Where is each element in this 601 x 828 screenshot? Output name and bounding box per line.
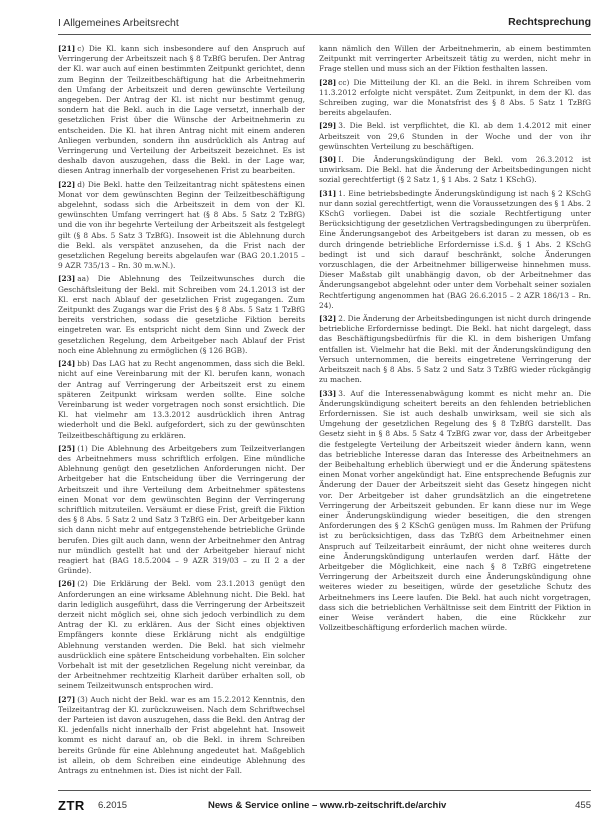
paragraph <box>58 359 305 441</box>
page-number: 455 <box>575 800 591 811</box>
footer-divider <box>58 790 591 791</box>
header-divider <box>58 34 591 35</box>
paragraph <box>58 274 305 356</box>
paragraph-marker: [27] <box>58 694 76 704</box>
paragraph-text: (1) Die Ablehnung des Arbeitgebers zum Teilzeitverlangen des Arbeitnehmers muss schriftlich erfolgen. Eine mündliche Ablehnung genügt den gesetzlichen Anforderungen nicht. Der Arbeitgeber hat die Entscheidung über die Verringerung der Arbeitszeit und ihre Verteilung dem Arbeitnehmer spätestens einen Monat vor dem gewünschten Beginn der Verringerung schriftlich mitzuteilen. Versäumt er diese Frist, greift die Fiktion des § 8 Abs. 5 Satz 2 und Satz 3 TzBfG ein. Der Arbeitgeber kann sich dann nicht mehr auf entgegenstehende betriebliche Gründe berufen. Dies gilt auch dann, wenn der Arbeitnehmer den Antrag nur mündlich gestellt hat und der Arbeitgeber hierauf nicht reagiert hat (BAG 18.5.2004 – 9 AZR 319/03 – zu II 2 a der Gründe). <box>58 443 305 576</box>
paragraph-text: c) Die Kl. kann sich insbesondere auf den Anspruch auf Verringerung der Arbeitszeit nach § 8 TzBfG berufen. Der Antrag der Kl. war auch auf einen bestimmten Zeitpunkt gerichtet, denn zum Beginn der Teilzeitbeschäftigung hat die Arbeitnehmerin den Umfang der Arbeitszeit und deren gewünschte Verteilung angegeben. Der Antrag der Kl. ist nicht nur bestimmt genug, sondern hat die Bekl. auch in die Lage versetzt, innerhalb der gesetzlichen Frist über die Wünsche der Arbeitnehmerin zu entscheiden. Die Kl. hat ihren Antrag nicht mit einem anderen Anliegen verbunden, sondern ihn ausdrücklich als Antrag auf Verringerung und Verteilung der Arbeitszeit bezeichnet. Es ist deshalb davon auszugehen, dass die Bekl. in der Lage war, diesen Antrag innerhalb der vorgesehenen Frist zu bearbeiten. <box>58 44 305 176</box>
paragraph-text: 3. Auf die Interessenabwägung kommt es nicht mehr an. Die Änderungskündigung scheitert bereits an den fehlenden betrieblichen Erfordernissen. Sie ist auch deshalb unwirksam, weil sie sich als Umgehung der gesetzlichen Regelung des § 8 TzBfG darstellt. Das Gesetz sieht in § 8 Abs. 5 Satz 4 TzBfG zwar vor, dass der Arbeitgeber die festgelegte Verteilung der Arbeitszeit wieder ändern kann, wenn das betriebliche Interesse daran das Interesse des Arbeitnehmers an der Beibehaltung erheblich überwiegt und er die Änderung spätestens einen Monat vorher angekündigt hat. Eine entsprechende Befugnis zur Änderung der Dauer der Arbeitszeit sieht das Gesetz hingegen nicht vor. Der Arbeitgeber ist daher grundsätzlich an die eingetretene Verringerung der Arbeitszeit gebunden. Er kann diese nur im Wege einer Änderungskündigung wieder beseitigen, die den strengen Anforderungen des § 2 KSchG genügen muss. Im Rahmen der Prüfung ist zu berücksichtigen, dass das TzBfG dem Arbeitnehmer einen Anspruch auf Teilzeitarbeit einräumt, der nicht ohne weiteres durch eine Änderungskündigung unterlaufen werden darf. Hätte der Arbeitgeber die Möglichkeit, eine nach § 8 TzBfG eingetretene Verringerung der Arbeitszeit durch eine Änderungskündigung ohne weiteres wieder zu beseitigen, würde der gesetzliche Schutz des Arbeitnehmers ins Leere laufen. Die Bekl. hat auch nicht vorgetragen, dass sich die betrieblichen Verhältnisse seit dem Eintritt der Fiktion in einer Weise verändert haben, die eine Rückkehr zur Vollzeitbeschäftigung erforderlich machen würde. <box>319 388 591 633</box>
paragraph <box>319 189 591 311</box>
paragraph-text: 1. Eine betriebsbedingte Änderungskündigung ist nach § 2 KSchG nur dann sozial gerechtfertigt, wenn die Voraussetzungen des § 1 Abs. 2 KSchG vorliegen. Dabei ist die soziale Rechtfertigung unter Berücksichtigung der gesetzlichen Vertragsbedingungen zu überprüfen. Eine Änderungsangebot des Arbeitgebers ist daran zu messen, ob es durch dringende betriebliche Erfordernisse i.S.d. § 1 Abs. 2 KSchG bedingt ist und sich darauf beschränkt, solche Änderungen vorzuschlagen, die der Arbeitnehmer billigerweise hinnehmen muss. Dieser Maßstab gilt unabhängig davon, ob der Arbeitnehmer das Änderungsangebot abgelehnt oder unter dem Vorbehalt seiner sozialen Rechtfertigung angenommen hat (BAG 26.6.2015 – 2 AZR 186/13 – Rn. 24). <box>319 188 591 310</box>
paragraph <box>319 155 591 186</box>
right-text-column <box>319 44 591 780</box>
paragraph-marker: [25] <box>58 443 76 453</box>
paragraph <box>58 695 305 777</box>
paragraph-marker: [30] <box>319 155 337 165</box>
paragraph <box>58 579 305 691</box>
paragraph-marker: [21] <box>58 44 76 53</box>
paragraph-marker: [24] <box>58 359 76 369</box>
paragraph-marker: [22] <box>58 179 76 189</box>
paragraph-text: cc) Die Mitteilung der Kl. an die Bekl. in ihrem Schreiben vom 11.3.2012 erfolgte nicht verspätet. Zum Zeitpunkt, in dem der Kl. das Schreiben zuging, war die Monatsfrist des § 8 Abs. 5 Satz 1 TzBfG bereits abgelaufen. <box>319 77 591 118</box>
paragraph <box>319 78 591 119</box>
left-text-column <box>58 44 305 780</box>
issue-number: 6.2015 <box>98 800 128 811</box>
paragraph <box>58 444 305 577</box>
paragraph-text: 2. Die Änderung der Arbeitsbedingungen ist nicht durch dringende betriebliche Erfordernisse bedingt. Die Bekl. hat nicht dargelegt, dass das Beschäftigungsbedürfnis für die Kl. in dem bisherigen Umfang entfallen ist. Vielmehr hat die Bekl. mit der Änderungskündigung den Versuch unternommen, die bereits eingetretene Verringerung der Arbeitszeit nach § 8 Abs. 5 Satz 2 und Satz 3 TzBfG wieder rückgängig zu machen. <box>319 314 591 385</box>
paragraph-text: (2) Die Erklärung der Bekl. vom 23.1.2013 genügt den Anforderungen an eine wirksame Ablehnung nicht. Die Bekl. hat darin lediglich ausgeführt, dass die Verringerung der Arbeitszeit derzeit nicht möglich sei, ohne sich jedoch verbindlich zu dem Antrag der Kl. zu erklären. Aus der Sicht eines objektiven Empfängers konnte diese Erklärung nicht als endgültige Ablehnung verstanden werden. Die Bekl. hat sich vielmehr ausdrücklich eine spätere Entscheidung vorbehalten. Ein solcher Vorbehalt ist mit der gesetzlichen Regelung nicht vereinbar, da der Arbeitnehmer rechtzeitig Klarheit darüber erhalten soll, ob seinem Teilzeitwunsch entsprochen wird. <box>58 579 305 691</box>
paragraph <box>58 180 305 272</box>
section-title: I Allgemeines Arbeitsrecht <box>58 17 179 29</box>
paragraph-text: kann nämlich den Willen der Arbeitnehmerin, ab einem bestimmten Zeitpunkt mit verringerter Arbeitszeit tätig zu werden, nicht mehr in Frage stellen und muss sich an der Fiktion festhalten lassen. <box>319 44 591 74</box>
paragraph-text: 3. Die Bekl. ist verpflichtet, die Kl. ab dem 1.4.2012 mit einer Arbeitszeit von 29,6 Stunden in der Woche und der von ihr gewünschten Verteilung zu beschäftigen. <box>319 121 591 151</box>
paragraph-text: I. Die Änderungskündigung der Bekl. vom 26.3.2012 ist unwirksam. Die Bekl. hat die Änderung der Arbeitsbedingungen nicht sozial gerechtfertigt (§ 2 Satz 1, § 1 Abs. 2 Satz 1 KSchG). <box>319 155 591 185</box>
paragraph-text: bb) Das LAG hat zu Recht angenommen, dass sich die Bekl. nicht auf eine Vereinbarung mit der Kl. berufen kann, wonach der Antrag auf Verringerung der Arbeitszeit erst zu einem späteren Zeitpunkt wirksam werden sollte. Eine solche Vereinbarung ist weder vorgetragen noch sonst ersichtlich. Die Kl. hat vielmehr am 13.3.2012 ausdrücklich ihren Antrag wiederholt und die Bekl. aufgefordert, sich zu der gewünschten Teilzeitbeschäftigung zu erklären. <box>58 359 305 440</box>
paragraph-marker: [32] <box>319 314 337 324</box>
footer-link-text[interactable]: News & Service online – www.rb-zeitschrift.de/archiv <box>208 800 447 811</box>
paragraph-marker: [23] <box>58 274 76 284</box>
page-header <box>0 0 601 40</box>
paragraph-marker: [31] <box>319 188 337 198</box>
paragraph-marker: [28] <box>319 77 337 87</box>
paragraph <box>319 389 591 634</box>
paragraph <box>58 44 305 177</box>
paragraph-marker: [26] <box>58 579 76 589</box>
paragraph <box>319 121 591 152</box>
paragraph <box>319 44 591 75</box>
paragraph-text: (3) Auch nicht der Bekl. war es am 15.2.2012 Kenntnis, den Teilzeitantrag der Kl. zurückzuweisen. Nach dem Schriftwechsel der Parteien ist davon auszugehen, dass die Bekl. den Antrag der Kl. jedenfalls nicht innerhalb der Frist abgelehnt hat. Insoweit kommt es nicht darauf an, ob die Bekl. in ihrem Schreiben bereits Gründe für eine Ablehnung angedeutet hat. Maßgeblich ist allein, ob dem Schreiben eine eindeutige Ablehnung des Antrags zu entnehmen ist. Dies ist nicht der Fall. <box>58 694 305 776</box>
paragraph-marker: [33] <box>319 388 337 398</box>
paragraph-marker: [29] <box>319 121 337 131</box>
paragraph <box>319 314 591 385</box>
paragraph-text: aa) Die Ablehnung des Teilzeitwunsches durch die Geschäftsleitung der Bekl. mit Schreiben vom 24.1.2013 ist der Kl. erst nach Ablauf der gesetzlichen Frist zugegangen. Zum Zeitpunkt des Zugangs war die Frist des § 8 Abs. 5 Satz 1 TzBfG bereits verstrichen, sodass die gesetzliche Fiktion bereits eingetreten war. Es entspricht nicht dem Sinn und Zweck der gesetzlichen Regelung, dem Arbeitgeber nach Ablauf der Frist noch eine Ablehnung zu ermöglichen (§ 126 BGB). <box>58 274 305 355</box>
page-footer <box>0 790 601 828</box>
journal-logo: ZTR <box>58 798 85 813</box>
category-label: Rechtsprechung <box>508 16 591 28</box>
paragraph-text: d) Die Bekl. hatte den Teilzeitantrag nicht spätestens einen Monat vor dem gewünschten Beginn der Teilzeitbeschäftigung abgelehnt, sodass sich die Arbeitszeit in dem von der Kl. gewünschten Umfang verringert hat (§ 8 Abs. 5 Satz 2 TzBfG) und die von ihr begehrte Verteilung der Arbeitszeit als festgelegt gilt (§ 8 Abs. 5 Satz 3 TzBfG). Insoweit ist die Ablehnung durch die Bekl. als verspätet anzusehen, da die Frist nach der gesetzlichen Regelung bereits abgelaufen war (BAG 20.1.2015 – 9 AZR 735/13 – Rn. 30 m.w.N.). <box>58 179 305 271</box>
